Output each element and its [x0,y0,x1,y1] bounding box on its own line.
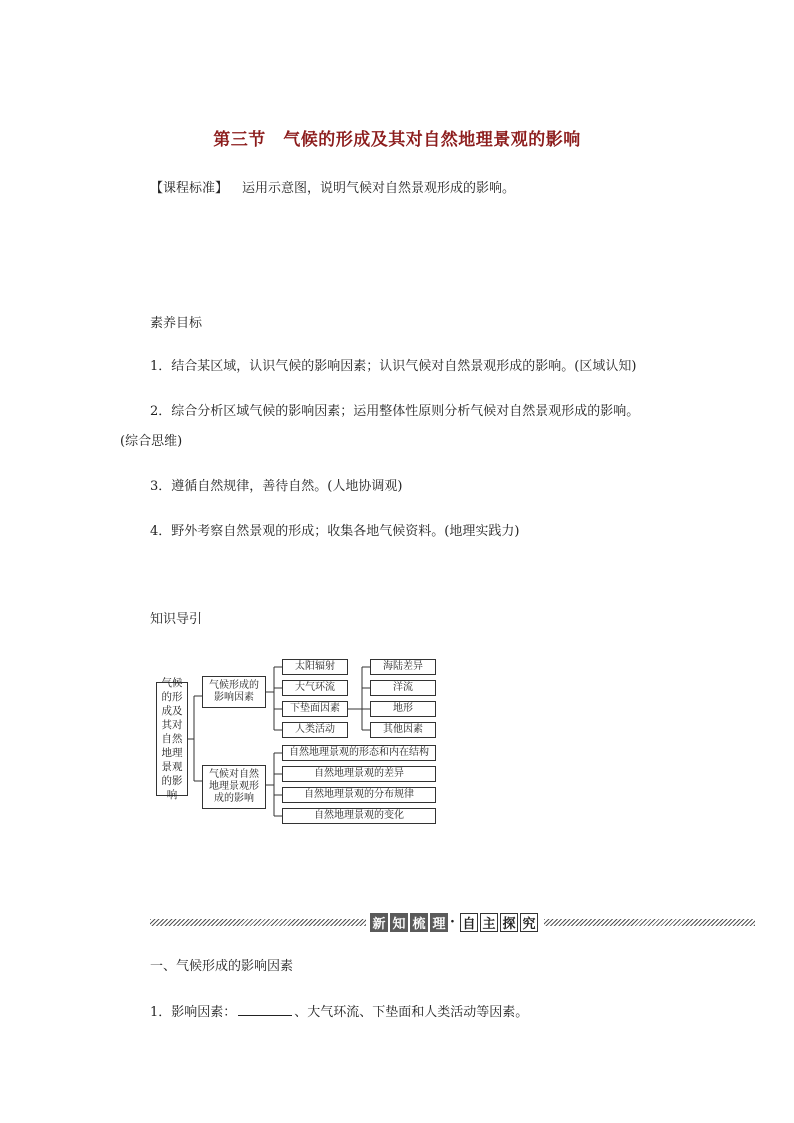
goal-item-1: 1．结合某区域，认识气候的影响因素；认识气候对自然景观形成的影响。(区域认知) [150,359,637,374]
banner-tile: 究 [520,913,538,932]
banner-tile: 主 [480,913,498,932]
diagram-sub-other: 其他因素 [370,722,436,738]
diagram-sub-land-sea: 海陆差异 [370,659,436,675]
diagram-effect-difference: 自然地理景观的差异 [282,766,436,782]
fill-in-blank[interactable] [238,1002,292,1016]
knowledge-diagram [150,655,440,830]
goal-item-4: 4．野外考察自然景观的形成；收集各地气候资料。(地理实践力) [150,524,520,539]
item1-prefix: 1．影响因素： [150,1005,237,1020]
banner-tile: 梳 [410,913,428,932]
diagram-root: 气候的形成及其对自然地理景观的影响 [156,682,188,796]
diagram-effect-distribution: 自然地理景观的分布规律 [282,787,436,803]
course-standard-text: 运用示意图，说明气候对自然景观形成的影响。 [242,181,516,196]
diagram-branch-factors: 气候形成的影响因素 [202,676,266,708]
diagram-sub-currents: 洋流 [370,680,436,696]
goal-item-3: 3．遵循自然规律，善待自然。(人地协调观) [150,479,403,494]
course-standard-label: 【课程标准】 [150,181,229,196]
section1-item-1 [150,1002,528,1022]
diagram-factor-surface: 下垫面因素 [282,701,348,717]
goal-item-2-cont: (综合思维) [120,434,183,449]
course-standard [150,180,515,198]
banner-tile: 理 [430,913,448,932]
goals-heading: 素养目标 [150,316,203,331]
banner-tile: 知 [390,913,408,932]
page-title: 第三节 气候的形成及其对自然地理景观的影响 [213,130,581,150]
banner-separator: · [450,914,455,930]
guide-heading: 知识导引 [150,612,203,627]
banner-tile: 新 [370,913,388,932]
diagram-sub-terrain: 地形 [370,701,436,717]
goal-item-2: 2．综合分析区域气候的影响因素；运用整体性原则分析气候对自然景观形成的影响。 [150,404,640,419]
section-banner [150,912,755,934]
diagram-factor-solar: 太阳辐射 [282,659,348,675]
banner-tile: 自 [460,913,478,932]
diagram-factor-circulation: 大气环流 [282,680,348,696]
diagram-branch-effects: 气候对自然地理景观形成的影响 [202,765,266,809]
item1-suffix: 、大气环流、下垫面和人类活动等因素。 [294,1005,529,1020]
diagram-factor-human: 人类活动 [282,722,348,738]
section1-heading: 一、气候形成的影响因素 [150,959,294,974]
banner-hatch-left [150,919,366,926]
diagram-effect-structure: 自然地理景观的形态和内在结构 [282,745,436,761]
diagram-effect-change: 自然地理景观的变化 [282,808,436,824]
banner-tile: 探 [500,913,518,932]
banner-hatch-right [544,919,755,926]
